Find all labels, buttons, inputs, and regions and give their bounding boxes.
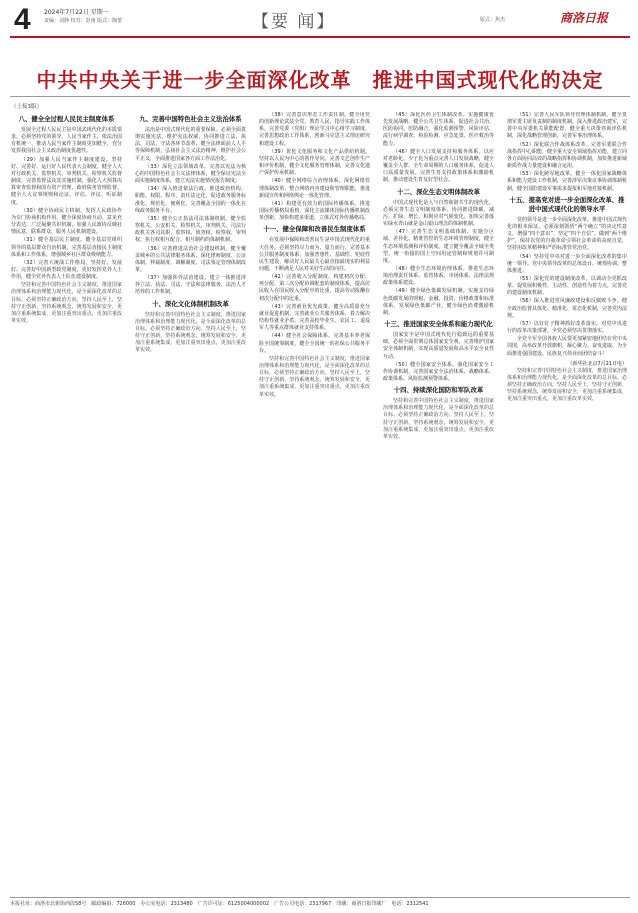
article-paragraph: （57）以钉钉子精神抓好改革落实。对党中央进行的改革决策部署，全党必须坚决贯彻落实。 — [507, 320, 627, 335]
issue-date: 2024年7月22日 星期一 — [44, 9, 109, 16]
section-heading: 十一、健全保障和改善民生制度体系 — [263, 225, 366, 234]
article-paragraph: （51）完善人民军队领导管理体制机制。健全贯彻军委主席负责制的制度机制，深入推进政治建军，完善中央军委机关职能配置，健全重大决策咨询评估机制，深化战略管理创新，完善军事治理体系。 — [507, 112, 627, 140]
article-paragraph: （49）健全绿色低碳发展机制。实施支持绿色低碳发展的财税、金融、投资、价格政策和标准体系，发展绿色低碳产业，健全绿色消费激励机制。 — [383, 288, 494, 316]
article-paragraph: 国家安全是中国式现代化行稳致远的重要基础。必须全面贯彻总体国家安全观，完善维护国家安全体制机制，实现高质量发展和高水平安全良性互动。 — [383, 332, 494, 360]
article-paragraph: （44）健全社会保障体系。完善基本养老保险全国统筹制度，健全全国统一的社保公共服务平台。 — [259, 333, 370, 354]
section-heading: 十三、推进国家安全体系和能力现代化 — [384, 320, 493, 329]
article-paragraph: 发展全过程人民民主是中国式现代化的本质要求。必须坚持党的领导、人民当家作主、依法治国有机统一，推动人民当家作主制度更加健全，充分发挥我国社会主义政治制度优越性。 — [11, 127, 122, 155]
article-paragraph: （35）健全公正执法司法体制机制。健全监察机关、公安机关、检察机关、审判机关、司法行政机关各司其职，监察权、侦查权、检察权、审判权、执行权相互配合、相互制约的体制机制。 — [135, 215, 246, 244]
article-column-4 — [383, 112, 494, 890]
section-heading: 十五、提高党对进一步全面深化改革、推进中国式现代化的领导水平 — [509, 195, 625, 213]
article-column-2 — [135, 112, 246, 890]
article-body-text: 坚持和完善中国特色社会主义制度，推进国家治理体系和治理能力现代化，是全面深化改革的总目标。必须坚持正确政治方向，坚持人民至上，坚持守正创新，坚持系统观念，统筹发展和安全，更加注重系统集成，更加注重突出重点，更加注重改革实效。 — [507, 367, 627, 403]
article-paragraph: （39）优化文化服务和文化产品供给机制。坚持以人民为中心的创作导向，完善文艺创作生产和评价机制，健全文化服务管理体制，完善文化遗产保护传承机制。 — [259, 148, 370, 177]
article-paragraph: （32）完善大统战工作格局。坚持好、发展好、完善好中国新型政党制度，更好发挥党外人士作用，健全党外代表人士队伍建设制度。 — [11, 259, 122, 281]
article-paragraph: （43）完善就业优先政策。健全高质量充分就业促进机制，完善就业公共服务体系，着力解决结构性就业矛盾。完善高校毕业生、农民工、退役军人等重点群体就业支持体系。 — [259, 303, 370, 332]
article-paragraph: （38）完善意识形态工作责任制。健全用党的创新理论武装全党、教育人民、指导实践工作体系，完善党委（党组）理论学习中心组学习制度，完善思想政治工作体系，创新马克思主义理论研究和建设工程。 — [259, 112, 370, 147]
continued-note: （上接3版） — [11, 104, 42, 110]
article-paragraph: （53）深化跨军地改革。健全一体化国家战略体系和能力建设工作机制，完善涉军决策议事协调体制机制，健全国防建设军事需求提报和军地对接机制。 — [507, 171, 627, 192]
article-paragraph: （29）加强人民当家作主制度建设。坚持好、完善好、运行好人民代表大会制度。健全人大对行政机关、监察机关、审判机关、检察机关监督制度，完善监督法及其实施机制，强化人大预算决算审查监督和国有资产管理、政府债务管理监督。健全人大议事规则和论证、评估、评议、听证制度。 — [11, 156, 122, 206]
article-paragraph: （34）深入推进依法行政。推进政府机构、职能、权限、程序、责任法定化，促进政务服务标准化、规范化、便利化，完善覆盖全国的一体化在线政务服务平台。 — [135, 186, 246, 214]
article-paragraph: 党的领导是进一步全面深化改革、推进中国式现代化的根本保证。必须深刻领悟“两个确立”的决定性意义，增强“四个意识”、坚定“四个自信”、做到“两个维护”，保持以党的自我革命引领社会革命的高度自觉，坚持用改革精神和严的标准管党治党。 — [507, 216, 627, 252]
article-body-text: 坚持和完善中国特色社会主义制度，推进国家治理体系和治理能力现代化，是全面深化改革的总目标。必须坚持正确政治方向，坚持人民至上，坚持守正创新，坚持系统观念，统筹发展和安全，更加注重系统集成，更加注重突出重点，更加注重改革实效。 — [259, 355, 370, 398]
main-headline: 中共中央关于进一步全面深化改革 推进中国式现代化的决定 — [36, 68, 604, 92]
article-paragraph: （40）健全网络综合治理体系。深化网络管理体制改革，整合网络内容建设和管理职能，推进新闻宣传和网络舆论一体化管理。 — [259, 178, 370, 199]
article-paragraph: 法治是中国式现代化的重要保障。必须全面贯彻实施宪法，维护宪法权威，协同推进立法、执法、司法、守法各环节改革，健全法律面前人人平等保障机制，弘扬社会主义法治精神，维护社会公平正义，全面推进国家各方面工作法治化。 — [135, 127, 246, 162]
section-heading: 十、深化文化体制机制改革 — [152, 299, 229, 308]
article-paragraph: （50）健全国家安全体系。强化国家安全工作协调机制，完善国家安全法治体系、战略体系、政策体系、风险监测预警体系。 — [383, 361, 494, 382]
section-heading: 十二、深化生态文明体制改革 — [396, 187, 481, 196]
section-heading: 十四、持续深化国防和军队改革 — [393, 386, 484, 395]
article-paragraph: （33）深化立法领域改革。完善以宪法为核心的中国特色社会主义法律体系，健全保证宪法全面实施制度体系，建立宪法实施情况报告制度。 — [135, 163, 246, 185]
section-heading: 八、健全全过程人民民主制度体系 — [18, 115, 115, 123]
article-paragraph: （31）健全基层民主制度。健全基层党组织领导的基层群众自治机制，完善基层直接民主制度体系和工作体系，增强城乡社区群众吸纳能力。 — [11, 237, 122, 258]
masthead — [0, 0, 638, 40]
article-paragraph: （47）完善生态文明基础体制。实施分区域、差异化、精准管控的生态环境管理制度，健全生态环境监测和评价制度。建立健全覆盖全域全类型、统一衔接的国土空间用途管制和规划许可制度。 — [383, 229, 494, 264]
editor-credits: 版式：焦杰 — [480, 17, 506, 23]
article-paragraph: （52）深化联合作战体系改革。完善军委联合作战指挥中心职能，健全重大安全领域指挥功能，建立同各方面协同高效的战略指挥和协调机制，加快推进新域新质作战力量建设和融合运用。 — [507, 141, 627, 170]
article-paragraph: 全党全军全国各族人民要更加紧密地团结在党中央周围，高举改革开放旗帜，凝心聚力、奋发进取，为全面推进强国建设、民族复兴伟业而团结奋斗！ — [507, 336, 627, 357]
article-body-text: 坚持和完善中国特色社会主义制度，推进国家治理体系和治理能力现代化，是全面深化改革的总目标。必须坚持正确政治方向，坚持人民至上，坚持守正创新，坚持系统观念，统筹发展和安全，更加注重系统集成，更加注重突出重点，更加注重改革实效。 — [11, 282, 122, 325]
article-paragraph: （45）深化医药卫生体制改革。实施健康优先发展战略，健全公共卫生体系，促进社会共治、医防协同、医防融合，强化监测预警、风险评估、流行病学调查、检验检测、应急处置、医疗救治等能力。 — [383, 112, 494, 147]
newspaper-logo: 商洛日报 — [560, 11, 609, 25]
article-paragraph: （55）深化党的建设制度改革。以调动全党抓改革、促发展积极性、主动性、创造性为着力点，完善党的建设制度机制。 — [507, 275, 627, 297]
article-paragraph: （56）深入推进党风廉政建设和反腐败斗争。健全政治监督具体化、精准化、常态化机制，完善党内法规。 — [507, 298, 627, 319]
article-paragraph: （42）完善收入分配制度。构建初次分配、再分配、第三次分配协调配套的制度体系，提高居民收入在国民收入分配中的比重，提高劳动报酬在初次分配中的比重。 — [259, 274, 370, 302]
article-body-text: 坚持和完善中国特色社会主义制度，推进国家治理体系和治理能力现代化，是全面深化改革的总目标。必须坚持正确政治方向，坚持人民至上，坚持守正创新，坚持系统观念，统筹发展和安全，更加注重系统集成，更加注重突出重点，更加注重改革实效。 — [383, 398, 494, 440]
page-number: 4 — [14, 3, 31, 36]
article-paragraph: （41）构建更有效力的国际传播体系。推进国际传播格局重构，深化主流媒体国际传播机制改革创新，加快构建多渠道、立体式对外传播格局。 — [259, 200, 370, 222]
article-paragraph: （54）坚持党中央对进一步全面深化改革的集中统一领导。党中央领导改革的总体设计、统筹协调、整体推进。 — [507, 253, 627, 274]
article-paragraph: （37）加强涉外法治建设。建立一体推进涉外立法、执法、司法、守法和法律服务、法治人才培养的工作机制。 — [135, 275, 246, 296]
section-heading: 九、完善中国特色社会主义法治体系 — [139, 115, 242, 123]
staff-credits: 责编：刘静 校对：彭南 版式：陶蕾 — [44, 18, 123, 24]
page-footer: 本报社址：商洛市北新街西段58号 邮政编码：726000 办公室电话：2313480 广告许可证：6125004000002 广告公司电话：2317967 印刷：商洛日报印刷厂 电话：2312541 — [10, 897, 630, 907]
article-column-1 — [11, 112, 122, 890]
article-column-3 — [259, 112, 370, 890]
masthead-rule — [10, 36, 630, 38]
article-column-5 — [507, 112, 627, 890]
article-paragraph: 中国式现代化是人与自然和谐共生的现代化。必须完善生态文明制度体系，协同推进降碳、减污、扩绿、增长，积极应对气候变化，加快完善落实绿水青山就是金山银山理念的体制机制。 — [383, 199, 494, 228]
section-title: 【要 闻】 — [252, 12, 336, 32]
article-body-text: 坚持和完善中国特色社会主义制度，推进国家治理体系和治理能力现代化，是全面深化改革的总目标。必须坚持正确政治方向，坚持人民至上，坚持守正创新，坚持系统观念，统筹发展和安全，更加注重系统集成，更加注重突出重点，更加注重改革实效。 — [135, 311, 246, 354]
article-paragraph: （30）健全协商民主机制。发挥人民政协作为专门协商机构作用，健全深度协商互动、意见充分表达、广泛凝聚共识机制，加强人民政协反映社情民意、联系群众、服务人民机制建设。 — [11, 207, 122, 236]
article-paragraph: （46）健全人口发展支持和服务体系。以应对老龄化、少子化为重点完善人口发展战略，健全覆盖全人群、全生命周期的人口服务体系，促进人口高质量发展。完善生育支持政策体系和激励机制，推动建设生育友好型社会。 — [383, 148, 494, 184]
article-signature: （新华社北京7月21日电） — [567, 360, 627, 367]
headline-rule — [10, 96, 630, 97]
article-paragraph: 在发展中保障和改善民生是中国式现代化的重大任务。必须坚持尽力而为、量力而行，完善基本公共服务制度体系，加强普惠性、基础性、兜底性民生建设，解决好人民最关心最直接最现实的利益问题，不断满足人民对美好生活的向往。 — [259, 237, 370, 272]
article-paragraph: （48）健全生态环境治理体系。推进生态环境治理责任体系、监管体系、市场体系、法律法规政策体系建设。 — [383, 265, 494, 287]
article-paragraph: （36）完善推进法治社会建设机制。健全覆盖城乡的公共法律服务体系，深化律师制度、公证体制、仲裁制度、调解制度、司法鉴定管理体制改革。 — [135, 245, 246, 273]
